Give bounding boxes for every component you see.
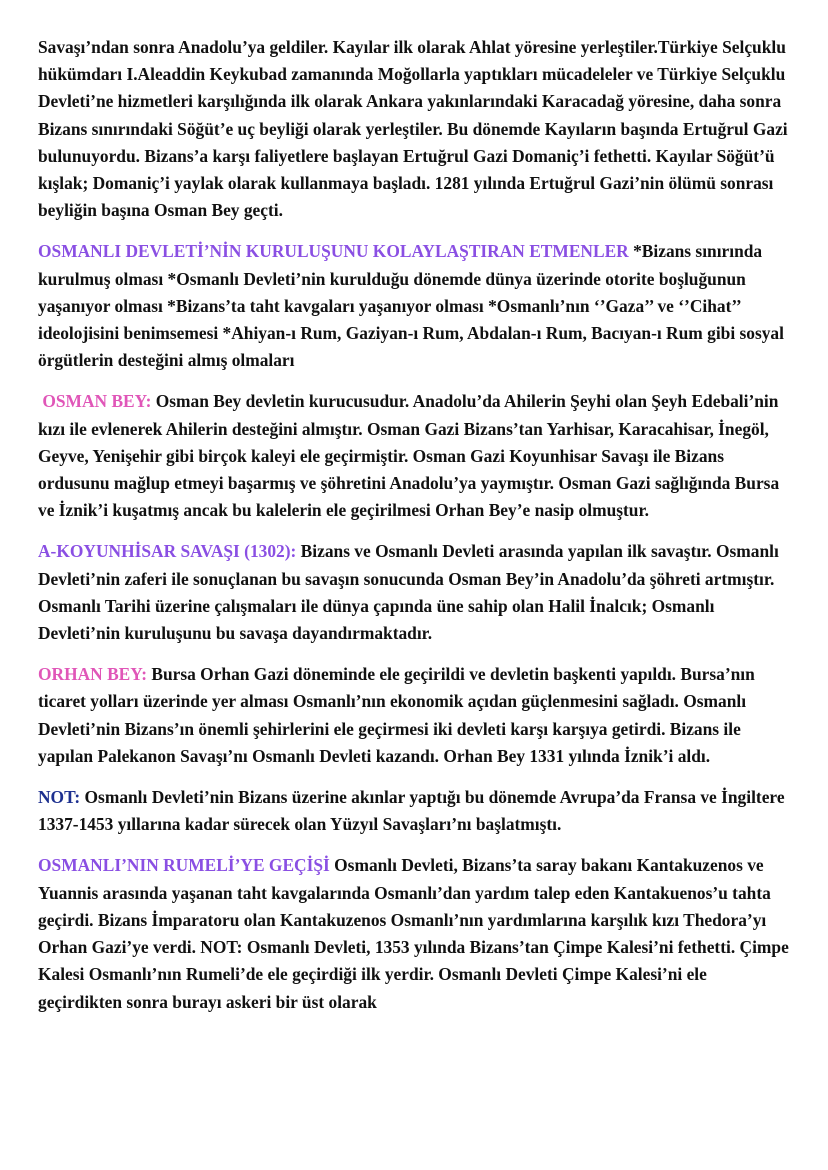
factors-text: *Bizans sınırında kurulmuş olması *Osmanlı Devleti’nin kurulduğu dönemde dünya üzerinde otorite boşluğunun yaşanıyor olması *Bizans’ta taht kavgaları yaşanıyor olması *Osmanlı’nın ‘’Gaza’’ ve ‘’Cihat’’ ideolojisini benimsemesi *Ahiyan-ı Rum, Gaziyan-ı Rum, Abdalan-ı Rum, Bacıyan-ı Rum gibi sosyal örgütlerin desteğini almış olmaları — [38, 241, 784, 371]
factors-heading: OSMANLI DEVLETİ’NİN KURULUŞUNU KOLAYLAŞTIRAN ETMENLER — [38, 241, 629, 262]
rumeli-paragraph — [38, 852, 794, 1015]
koyunhisar-paragraph — [38, 538, 794, 647]
document-page — [38, 34, 794, 1030]
note-text: Osmanlı Devleti’nin Bizans üzerine akınlar yaptığı bu dönemde Avrupa’da Fransa ve İngiltere 1337-1453 yıllarına kadar sürecek olan Yüzyıl Savaşları’nı başlatmıştı. — [38, 787, 785, 835]
rumeli-text: Osmanlı Devleti, Bizans’ta saray bakanı Kantakuzenos ve Yuannis arasında yaşanan taht kavgalarında Osmanlı’dan yardım talep eden Kantakuenos’u tahta geçirdi. Bizans İmparatoru olan Kantakuzenos Osmanlı’nın yardımlarına karşılık kızı Thedora’yı Orhan Gazi’ye verdi. NOT: Osmanlı Devleti, 1353 yılında Bizans’tan Çimpe Kalesi’ni fethetti. Çimpe Kalesi Osmanlı’nın Rumeli’de ele geçirdiği ilk yerdir. Osmanlı Devleti Çimpe Kalesi’ni ele geçirdikten sonra burayı askeri bir üst olarak — [38, 855, 789, 1012]
note-paragraph — [38, 784, 794, 838]
factors-paragraph — [38, 238, 794, 374]
osman-bey-paragraph — [38, 388, 794, 524]
intro-text: Savaşı’ndan sonra Anadolu’ya geldiler. Kayılar ilk olarak Ahlat yöresine yerleştiler.Türkiye Selçuklu hükümdarı I.Aleaddin Keykubad zamanında Moğollarla yaptıkları mücadeleler ve Türkiye Selçuklu Devleti’ne hizmetleri karşılığında ilk olarak Ankara yakınlarındaki Karacadağ yöresine, daha sonra Bizans sınırındaki Söğüt’e uç beyliği olarak yerleştiler. Bu dönemde Kayıların başında Ertuğrul Gazi bulunuyordu. Bizans’a karşı faliyetlere başlayan Ertuğrul Gazi Domaniç’i fethetti. Kayılar Söğüt’ü kışlak; Domaniç’i yaylak olarak kullanmaya başladı. 1281 yılında Ertuğrul Gazi’nin ölümü sonrası beyliğin başına Osman Bey geçti. — [38, 37, 788, 221]
osman-bey-heading: OSMAN BEY: — [38, 391, 152, 412]
rumeli-heading: OSMANLI’NIN RUMELİ’YE GEÇİŞİ — [38, 855, 330, 876]
koyunhisar-text: Bizans ve Osmanlı Devleti arasında yapılan ilk savaştır. Osmanlı Devleti’nin zaferi ile sonuçlanan bu savaşın sonucunda Osman Bey’in Anadolu’da şöhreti artmıştır. Osmanlı Tarihi üzerine çalışmaları ile dünya çapında üne sahip olan Halil İnalcık; Osmanlı Devleti’nin kuruluşunu bu savaşa dayandırmaktadır. — [38, 541, 779, 644]
note-heading: NOT: — [38, 787, 81, 808]
koyunhisar-heading: A-KOYUNHİSAR SAVAŞI (1302): — [38, 541, 297, 562]
intro-paragraph — [38, 34, 794, 224]
osman-bey-text: Osman Bey devletin kurucusudur. Anadolu’da Ahilerin Şeyhi olan Şeyh Edebali’nin kızı ile evlenerek Ahilerin desteğini almıştır. Osman Gazi Bizans’tan Yarhisar, Karacahisar, İnegöl, Geyve, Yenişehir gibi birçok kaleyi ele geçirmiştir. Osman Gazi Koyunhisar Savaşı ile Bizans ordusunu mağlup etmeyi başarmış ve şöhretini Anadolu’ya yaymıştır. Osman Gazi sağlığında Bursa ve İznik’i kuşatmış ancak bu kalelerin ele geçirilmesi Orhan Bey’e nasip olmuştur. — [38, 391, 784, 521]
orhan-bey-paragraph — [38, 661, 794, 770]
orhan-bey-heading: ORHAN BEY: — [38, 664, 148, 685]
orhan-bey-text: Bursa Orhan Gazi döneminde ele geçirildi ve devletin başkenti yapıldı. Bursa’nın ticaret yolları üzerinde yer alması Osmanlı’nın ekonomik açıdan güçlenmesini sağladı. Osmanlı Devleti’nin Bizans’ın önemli şehirlerini ele geçirmesi iki devleti karşı karşıya getirdi. Bizans ile yapılan Palekanon Savaşı’nı Osmanlı Devleti kazandı. Orhan Bey 1331 yılında İznik’i aldı. — [38, 664, 755, 766]
